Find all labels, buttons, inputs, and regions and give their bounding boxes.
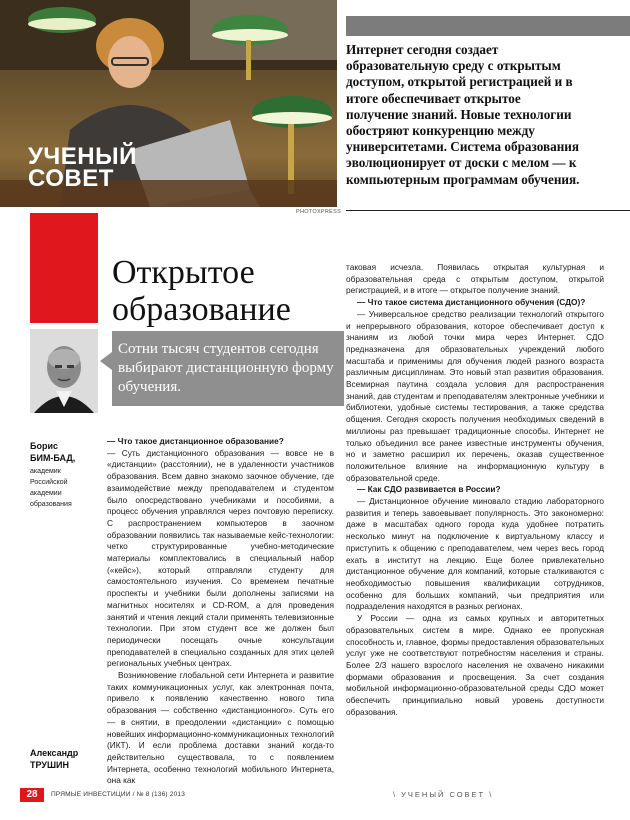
author-portrait bbox=[30, 329, 98, 413]
headline-line1: Открытое bbox=[112, 254, 255, 291]
article-column-1 bbox=[107, 436, 334, 787]
header-photo bbox=[0, 0, 337, 207]
article-headline bbox=[112, 254, 352, 328]
interviewer-byline bbox=[30, 747, 100, 771]
headline-line2: образование bbox=[112, 291, 291, 328]
author-name bbox=[30, 440, 100, 464]
author-first-name: Борис bbox=[30, 441, 59, 451]
interviewer-name bbox=[30, 747, 100, 771]
accent-block bbox=[30, 213, 98, 323]
article-column-2 bbox=[346, 262, 604, 718]
section-title bbox=[28, 143, 137, 192]
section-title-line1: УЧЕНЫЙ bbox=[28, 143, 137, 170]
author-role-line: образования bbox=[30, 501, 72, 508]
author-last-name: БИМ-БАД, bbox=[30, 453, 76, 463]
body-paragraph: Возникновение глобальной сети Интернета и развитие таких коммуникационных услуг, как электронная почта, привело к появлению качественно нового типа образования — собственно «дистанционного». Суть его — в снятии, в преодолении «дистанции» с помощью новейших информационно-коммуникационных технологий (ИКТ). И если проблема доставки знаний когда-то действительно существовала, то с появлением Интернета, особенно технологий мобильного Интернета, она как bbox=[107, 670, 334, 786]
question-heading: — Что такое система дистанционного обучения (СДО)? bbox=[357, 297, 586, 308]
answer-paragraph: — Универсальное средство реализации технологий открытого и непрерывного образования, которое обеспечивает доступ к знаниям из любой точки мира через Интернет. СДО предназначена для образовательных учреждений любого масштаба и применимы для обучения людей разного возраста различным дисциплинам. Это новый этап развития образования. Всемирная паутина создала условия для распространения знаний, дав студентам и преподавателям электронные учебники и библиотеки, удобные системы тестирования, а также средства общения. Сегодня скорость получения необходимых сведений в миллионы раз превышает традиционные способы. Интернет не только объединил все ранее известные инструменты обучения, но и заметно расширил их перечень, оказав существенное положительное влияние на информационную культуру в образовательной среде. bbox=[346, 308, 604, 483]
section-title-line2: СОВЕТ bbox=[28, 165, 114, 192]
author-role-line: академии bbox=[30, 490, 62, 497]
portrait-illustration bbox=[30, 329, 98, 413]
answer-paragraph: — Суть дистанционного образования — вовсе не в «дистанции» (расстоянии), не в удаленности участников образования. Всем давно знакомо заочное обучение, где взаимодействие между преподавателем и студентом было опосредствовано учебниками и пособиями, а процесс обучения управлялся через почтовую переписку. С распространением компьютеров в заочном образовании появились так называемые кейс-технологии: четко структурированные учебно-методические материалы комплектовались в специальный набор («кейс»), который отправляли студенту для самостоятельного изучения. Со временем печатные проспекты и учебники были дополнены записями на магнитных носителях и CD-ROM, а для проведения занятий и чтения лекций стали применять телевизионные технологии. При этом студент все же должен был периодически посещать очные консультации преподавателей в специально созданных для этих целей региональных учебных центрах. bbox=[107, 447, 334, 669]
photo-credit: PHOTOXPRESS bbox=[296, 209, 342, 215]
footer-section-name: \ УЧЕНЫЙ СОВЕТ \ bbox=[393, 790, 494, 799]
interviewer-first-name: Александр bbox=[30, 748, 79, 758]
question-heading: — Что такое дистанционное образование? bbox=[107, 436, 284, 446]
interviewer-last-name: ТРУШИН bbox=[30, 760, 69, 770]
deck-text: Сотни тысяч студентов сегодня выбирают дистанционную форму обучения. bbox=[118, 341, 334, 395]
magazine-issue: ПРЯМЫЕ ИНВЕСТИЦИИ / № 8 (136) 2013 bbox=[51, 791, 186, 798]
lead-divider bbox=[346, 210, 630, 211]
page-number: 28 bbox=[20, 788, 44, 802]
author-byline bbox=[30, 440, 100, 510]
author-role bbox=[30, 466, 100, 510]
body-paragraph: У России — одна из самых крупных и авторитетных образовательных систем в мире. Однако ее пропускная способность и, главное, формы предоставления образовательных услуг уже не соответствуют потребностям населения и страны. Более 2/3 нашего взрослого населения не охвачено никакими формами образования и просвещения. За счет создания мобильной информационно-образовательной среды СДО может обеспечить принципиально новый уровень доступности образования. bbox=[346, 613, 604, 717]
deck-pointer bbox=[100, 352, 112, 370]
body-paragraph: таковая исчезла. Появилась открытая культурная и образовательная среда с открытым доступом, открытой регистрацией, и в итоге — открытое получение знаний. bbox=[346, 262, 604, 296]
answer-paragraph: — Дистанционное обучение миновало стадию лабораторного развития и теперь завоевывает популярность. Это закономерно: даже в масштабах одного города куда удобнее потратить несколько минут на подключение к виртуальному классу и приступить к общению с преподавателем, чем через весь город ехать в институт на лекцию. Еще более привлекательно дистанционное обучение для компаний, которые сталкиваются с необходимостью повышения квалификации сотрудников, особенно для больших компаний, чьи предприятия или подразделения находятся в разных регионах. bbox=[346, 496, 604, 612]
author-role-line: академик bbox=[30, 468, 61, 475]
author-role-line: Российской bbox=[30, 479, 68, 486]
question-heading: — Как СДО развивается в России? bbox=[357, 484, 501, 495]
lead-paragraph: Интернет сегодня создает образовательную среду с открытым доступом, открытой регистрацией и в итоге обеспечивает открытое получение знаний. Новые технологии обостряют конкуренцию между университетами. Система образования эволюционирует от доски с мелом — к компьютерным программам обучения. bbox=[346, 42, 580, 187]
lead-top-bar bbox=[346, 16, 630, 36]
